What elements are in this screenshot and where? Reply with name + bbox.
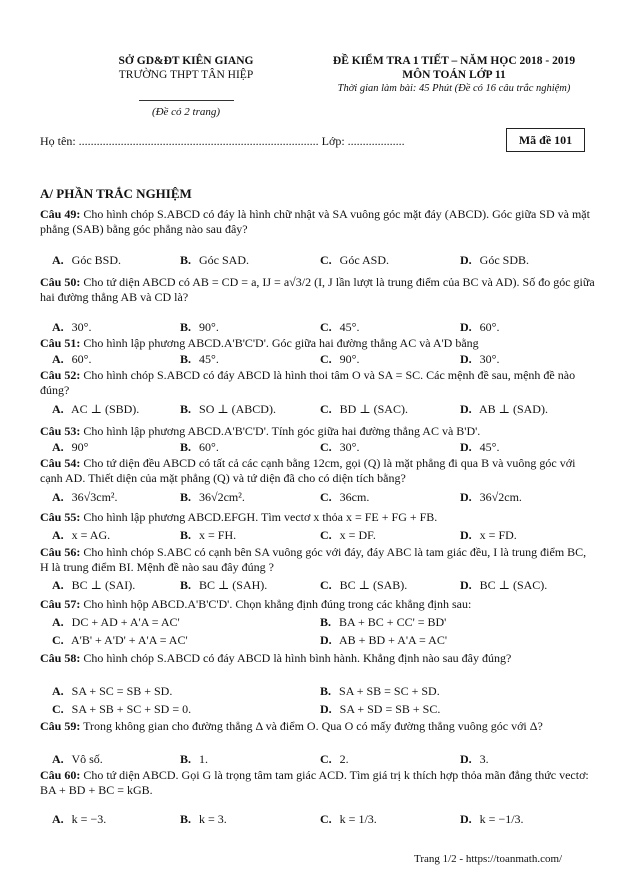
- option[interactable]: B. BC ⊥ (SAH).: [180, 578, 268, 592]
- subject: MÔN TOÁN LỚP 11: [402, 69, 506, 81]
- options: [52, 352, 592, 367]
- option[interactable]: C. 30°.: [320, 440, 360, 454]
- option[interactable]: B. 45°.: [180, 352, 219, 366]
- options: [52, 578, 592, 593]
- pages-note: (Đề có 2 trang): [151, 106, 221, 118]
- options: [52, 812, 592, 827]
- options: [52, 253, 592, 268]
- option[interactable]: C. k = 1/3.: [320, 812, 377, 826]
- option[interactable]: D. 30°.: [460, 352, 500, 366]
- option[interactable]: A. Vô số.: [52, 752, 103, 766]
- options: [52, 702, 592, 717]
- option[interactable]: B. x = FH.: [180, 528, 237, 542]
- option[interactable]: B. SA + SB = SC + SD.: [320, 684, 440, 698]
- options: [52, 633, 592, 648]
- question: Câu 50: Cho tứ diện ABCD có AB = CD = a, IJ = a√3/2 (I, J lần lượt là trung điểm của BC và AD). Số đo góc giữa hai đường thẳng AB và CD là?: [40, 275, 595, 304]
- option[interactable]: A. SA + SC = SB + SD.: [52, 684, 173, 698]
- option[interactable]: C. A'B' + A'D' + A'A = AC': [52, 633, 188, 647]
- options: [52, 490, 592, 505]
- option[interactable]: A. x = AG.: [52, 528, 111, 542]
- option[interactable]: D. AB + BD + A'A = AC': [320, 633, 447, 647]
- option[interactable]: D. x = FD.: [460, 528, 517, 542]
- option[interactable]: D. BC ⊥ (SAC).: [460, 578, 548, 592]
- question: Câu 55: Cho hình lập phương ABCD.EFGH. Tìm vectơ x thỏa x = FE + FG + FB.: [40, 510, 438, 524]
- question: Câu 54: Cho tứ diện đều ABCD có tất cả các cạnh bằng 12cm, gọi (Q) là mặt phẳng đi qua B và vuông góc với cạnh AD. Thiết diện của mặt phẳng (Q) và tứ diện đã cho có diện tích bằng?: [40, 456, 576, 485]
- option[interactable]: A. DC + AD + A'A = AC': [52, 615, 180, 629]
- question: Câu 53: Cho hình lập phương ABCD.A'B'C'D'. Tính góc giữa hai đường thẳng AC và B'D'.: [40, 424, 481, 438]
- option[interactable]: D. 45°.: [460, 440, 500, 454]
- options: [52, 440, 592, 455]
- options: [52, 528, 592, 543]
- option[interactable]: D. 36√2cm.: [460, 490, 522, 504]
- option[interactable]: B. k = 3.: [180, 812, 227, 826]
- option[interactable]: D. 3.: [460, 752, 489, 766]
- option[interactable]: C. SA + SB + SC + SD = 0.: [52, 702, 192, 716]
- option[interactable]: C. Góc ASD.: [320, 253, 390, 267]
- option[interactable]: A. Góc BSD.: [52, 253, 122, 267]
- exam-title: ĐỀ KIỂM TRA 1 TIẾT – NĂM HỌC 2018 - 2019: [332, 55, 576, 67]
- option[interactable]: C. BD ⊥ (SAC).: [320, 402, 408, 416]
- section-title: A/ PHẦN TRẮC NGHIỆM: [40, 186, 192, 201]
- question: Câu 56: Cho hình chóp S.ABC có cạnh bên SA vuông góc với đáy, đáy ABC là tam giác đều, I là trung điểm BC, H là trung điểm BI. Mệnh đề nào sau đây đúng ?: [40, 545, 587, 574]
- org-name: SỞ GD&ĐT KIÊN GIANG: [118, 55, 254, 67]
- question: Câu 52: Cho hình chóp S.ABCD có đáy ABCD là hình thoi tâm O và SA = SC. Các mệnh đề sau, mệnh đề nào đúng?: [40, 368, 576, 397]
- option[interactable]: B. BA + BC + CC' = BD': [320, 615, 447, 629]
- option[interactable]: B. 90°.: [180, 320, 219, 334]
- option[interactable]: B. Góc SAD.: [180, 253, 250, 267]
- exam-code: Mã đề 101: [506, 128, 585, 152]
- option[interactable]: C. BC ⊥ (SAB).: [320, 578, 408, 592]
- header-left: [86, 54, 286, 119]
- option[interactable]: D. Góc SDB.: [460, 253, 530, 267]
- time-note: Thời gian làm bài: 45 Phút (Đề có 16 câu trắc nghiệm): [337, 83, 571, 94]
- options: [52, 752, 592, 767]
- option[interactable]: C. 36cm.: [320, 490, 370, 504]
- options: [52, 615, 592, 630]
- option[interactable]: D. AB ⊥ (SAD).: [460, 402, 548, 416]
- header-right: [318, 54, 590, 96]
- option[interactable]: D. SA + SD = SB + SC.: [320, 702, 441, 716]
- options: [52, 402, 592, 417]
- option[interactable]: A. BC ⊥ (SAI).: [52, 578, 136, 592]
- page-footer: Trang 1/2 - https://toanmath.com/: [414, 853, 563, 865]
- question: Câu 60: Cho tứ diện ABCD. Gọi G là trọng tâm tam giác ACD. Tìm giá trị k thích hợp thỏa mãn đẳng thức vectơ: BA + BD + BC = kGB.: [40, 768, 589, 797]
- option[interactable]: A. 60°.: [52, 352, 92, 366]
- option[interactable]: D. k = −1/3.: [460, 812, 524, 826]
- option[interactable]: B. 60°.: [180, 440, 219, 454]
- option[interactable]: A. 30°.: [52, 320, 92, 334]
- options: [52, 684, 592, 699]
- options: [52, 320, 592, 335]
- question: Câu 59: Trong không gian cho đường thẳng Δ và điểm O. Qua O có mấy đường thẳng vuông góc với Δ?: [40, 719, 543, 733]
- option[interactable]: C. 45°.: [320, 320, 360, 334]
- option[interactable]: A. AC ⊥ (SBD).: [52, 402, 140, 416]
- option[interactable]: A. 90°: [52, 440, 89, 454]
- question: Câu 58: Cho hình chóp S.ABCD có đáy ABCD là hình bình hành. Khẳng định nào sau đây đúng?: [40, 651, 512, 665]
- question: Câu 49: Cho hình chóp S.ABCD có đáy là hình chữ nhật và SA vuông góc mặt đáy (ABCD). Góc giữa SD và mặt phẳng (SAB) bằng góc phẳng nào sau đây?: [40, 207, 590, 236]
- option[interactable]: A. 36√3cm².: [52, 490, 118, 504]
- student-info: Họ tên: ................................................................................ Lớp: ...................: [40, 134, 405, 148]
- question: Câu 51: Cho hình lập phương ABCD.A'B'C'D'. Góc giữa hai đường thẳng AC và A'D bằng: [40, 336, 479, 350]
- option[interactable]: D. 60°.: [460, 320, 500, 334]
- option[interactable]: B. 1.: [180, 752, 209, 766]
- school-name: TRƯỜNG THPT TÂN HIỆP: [118, 69, 254, 81]
- divider: [139, 100, 234, 101]
- option[interactable]: B. SO ⊥ (ABCD).: [180, 402, 276, 416]
- option[interactable]: A. k = −3.: [52, 812, 107, 826]
- option[interactable]: C. 2.: [320, 752, 349, 766]
- question: Câu 57: Cho hình hộp ABCD.A'B'C'D'. Chọn khẳng định đúng trong các khẳng định sau:: [40, 597, 472, 611]
- option[interactable]: C. x = DF.: [320, 528, 376, 542]
- option[interactable]: C. 90°.: [320, 352, 360, 366]
- option[interactable]: B. 36√2cm².: [180, 490, 245, 504]
